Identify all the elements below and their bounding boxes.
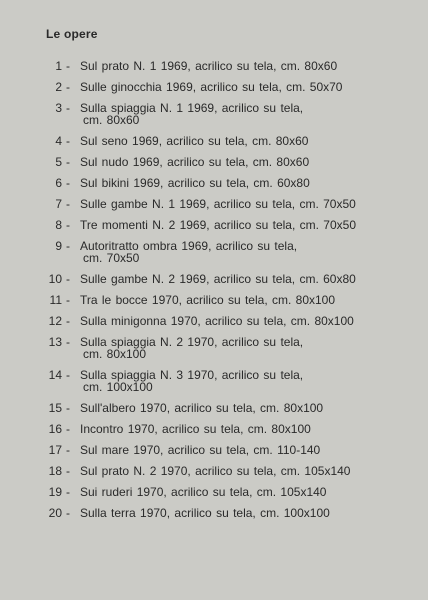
work-line: Sul nudo 1969, acrilico su tela, cm. 80x60 [80, 155, 310, 169]
list-item [0, 465, 428, 486]
list-item [0, 240, 428, 273]
work-line-continued: cm. 80x60 [83, 113, 140, 127]
work-line-continued: cm. 80x100 [83, 347, 147, 361]
work-line: Sulla minigonna 1970, acrilico su tela, cm. 80x100 [80, 314, 354, 328]
list-item [0, 486, 428, 507]
work-line: Sul prato N. 1 1969, acrilico su tela, cm. 80x60 [80, 59, 338, 73]
work-line: Sulla terra 1970, acrilico su tela, cm. 100x100 [80, 506, 330, 520]
work-number: 10 [48, 272, 62, 286]
work-number: 18 [48, 464, 62, 478]
list-item [0, 135, 428, 156]
list-item [0, 369, 428, 402]
work-description [80, 486, 380, 498]
work-description [80, 81, 380, 93]
list-item [0, 102, 428, 135]
work-description [80, 219, 380, 231]
work-line: Sull'albero 1970, acrilico su tela, cm. 80x100 [80, 401, 324, 415]
work-number: 19 [48, 485, 62, 499]
work-number: 1 [55, 59, 62, 73]
separator-dash: - [66, 506, 70, 520]
separator-dash: - [66, 239, 70, 253]
list-item [0, 219, 428, 240]
work-line: Tra le bocce 1970, acrilico su tela, cm. 80x100 [80, 293, 336, 307]
separator-dash: - [66, 464, 70, 478]
separator-dash: - [66, 293, 70, 307]
list-item [0, 81, 428, 102]
separator-dash: - [66, 80, 70, 94]
work-number: 13 [48, 335, 62, 349]
work-line-continued: cm. 70x50 [83, 251, 140, 265]
work-description [80, 177, 380, 189]
work-number: 6 [55, 176, 62, 190]
list-item [0, 423, 428, 444]
list-item [0, 156, 428, 177]
separator-dash: - [66, 101, 70, 115]
list-item [0, 294, 428, 315]
separator-dash: - [66, 422, 70, 436]
work-description [80, 507, 380, 519]
work-number: 12 [48, 314, 62, 328]
separator-dash: - [66, 197, 70, 211]
work-line: Sulle gambe N. 2 1969, acrilico su tela, cm. 60x80 [80, 272, 356, 286]
separator-dash: - [66, 335, 70, 349]
work-number: 16 [48, 422, 62, 436]
work-description [80, 444, 380, 456]
list-item [0, 507, 428, 528]
separator-dash: - [66, 134, 70, 148]
list-item [0, 402, 428, 423]
work-description [80, 240, 380, 264]
separator-dash: - [66, 443, 70, 457]
work-line: Sulla spiaggia N. 1 1969, acrilico su tela, [80, 101, 304, 115]
work-number: 4 [55, 134, 62, 148]
list-item [0, 177, 428, 198]
work-description [80, 156, 380, 168]
list-item [0, 444, 428, 465]
works-list [0, 60, 428, 528]
list-item [0, 273, 428, 294]
work-description [80, 294, 380, 306]
separator-dash: - [66, 59, 70, 73]
separator-dash: - [66, 218, 70, 232]
work-line-continued: cm. 100x100 [83, 380, 153, 394]
work-line: Autoritratto ombra 1969, acrilico su tela, [80, 239, 298, 253]
separator-dash: - [66, 401, 70, 415]
work-number: 2 [55, 80, 62, 94]
work-description [80, 102, 380, 126]
work-description [80, 198, 380, 210]
work-number: 7 [55, 197, 62, 211]
work-line: Sulle gambe N. 1 1969, acrilico su tela, cm. 70x50 [80, 197, 356, 211]
work-description [80, 60, 380, 72]
separator-dash: - [66, 155, 70, 169]
work-number: 8 [55, 218, 62, 232]
work-line: Sul mare 1970, acrilico su tela, cm. 110-140 [80, 443, 321, 457]
list-item [0, 315, 428, 336]
work-description [80, 273, 380, 285]
work-number: 17 [48, 443, 62, 457]
work-line: Incontro 1970, acrilico su tela, cm. 80x100 [80, 422, 311, 436]
work-description [80, 135, 380, 147]
work-number: 5 [55, 155, 62, 169]
work-number: 15 [48, 401, 62, 415]
work-description [80, 336, 380, 360]
work-line: Sui ruderi 1970, acrilico su tela, cm. 105x140 [80, 485, 327, 499]
separator-dash: - [66, 176, 70, 190]
work-line: Sul prato N. 2 1970, acrilico su tela, cm. 105x140 [80, 464, 351, 478]
work-line: Tre momenti N. 2 1969, acrilico su tela, cm. 70x50 [80, 218, 356, 232]
work-description [80, 402, 380, 414]
work-line: Sulle ginocchia 1969, acrilico su tela, cm. 50x70 [80, 80, 343, 94]
work-line: Sulla spiaggia N. 3 1970, acrilico su tela, [80, 368, 304, 382]
work-description [80, 369, 380, 393]
list-item [0, 60, 428, 81]
work-line: Sulla spiaggia N. 2 1970, acrilico su tela, [80, 335, 304, 349]
work-number: 14 [48, 368, 62, 382]
work-description [80, 423, 380, 435]
list-item [0, 198, 428, 219]
work-number: 3 [55, 101, 62, 115]
page-title: Le opere [46, 27, 98, 41]
separator-dash: - [66, 485, 70, 499]
work-line: Sul bikini 1969, acrilico su tela, cm. 60x80 [80, 176, 310, 190]
work-number: 20 [48, 506, 62, 520]
work-number: 11 [49, 293, 62, 307]
separator-dash: - [66, 314, 70, 328]
separator-dash: - [66, 368, 70, 382]
work-description [80, 315, 380, 327]
work-description [80, 465, 380, 477]
separator-dash: - [66, 272, 70, 286]
list-item [0, 336, 428, 369]
work-line: Sul seno 1969, acrilico su tela, cm. 80x60 [80, 134, 309, 148]
work-number: 9 [55, 239, 62, 253]
